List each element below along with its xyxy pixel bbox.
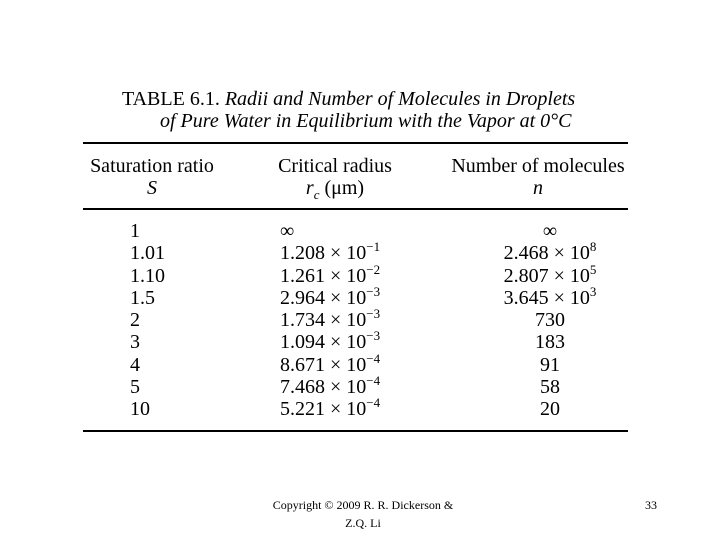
saturation-cell-value: 1.5 bbox=[130, 286, 155, 309]
radius-cell-value: 1.094 × 10 bbox=[280, 331, 367, 354]
radius-cell-exponent: −4 bbox=[366, 350, 381, 366]
radius-cell-value: 2.964 × 10 bbox=[280, 286, 367, 309]
saturation-cell bbox=[130, 331, 170, 353]
radius-cell bbox=[280, 261, 410, 287]
radius-cell-exponent: −4 bbox=[366, 373, 381, 389]
radius-subscript: c bbox=[313, 187, 320, 202]
radius-cell-exponent: −1 bbox=[366, 239, 381, 255]
radius-cell bbox=[280, 239, 410, 265]
radius-cell-exponent: −3 bbox=[366, 306, 381, 322]
molecules-cell-value: 2.468 × 10 bbox=[503, 242, 590, 265]
radius-cell bbox=[280, 350, 410, 376]
top-rule bbox=[83, 142, 628, 144]
molecules-cell-value: 2.807 × 10 bbox=[503, 264, 590, 287]
header-radius-symbol bbox=[270, 177, 400, 206]
saturation-cell bbox=[130, 309, 170, 331]
header-molecules-symbol: n bbox=[533, 177, 543, 199]
saturation-cell-value: 2 bbox=[130, 309, 140, 332]
molecules-cell bbox=[485, 376, 615, 398]
molecules-cell-value: 58 bbox=[540, 376, 560, 399]
molecules-cell-value: 20 bbox=[540, 398, 560, 421]
saturation-cell bbox=[130, 265, 170, 287]
radius-cell-value: 1.208 × 10 bbox=[280, 242, 367, 265]
saturation-cell-value: 1.01 bbox=[130, 242, 165, 265]
saturation-cell-value: 4 bbox=[130, 353, 140, 376]
molecules-cell-exponent: 3 bbox=[589, 283, 597, 299]
molecules-cell-value: 730 bbox=[535, 309, 565, 332]
molecules-cell bbox=[485, 398, 615, 420]
radius-symbol: r bbox=[305, 177, 314, 199]
table-caption-line2: of Pure Water in Equilibrium with the Vapor at 0°C bbox=[160, 110, 572, 132]
saturation-column bbox=[130, 220, 170, 421]
page-number: 33 bbox=[645, 498, 657, 512]
bottom-rule bbox=[83, 430, 628, 432]
molecules-cell-value: 3.645 × 10 bbox=[503, 286, 590, 309]
table-caption-prefix: TABLE 6.1. bbox=[122, 88, 220, 110]
saturation-cell bbox=[130, 398, 170, 420]
radius-cell-exponent: −3 bbox=[366, 283, 381, 299]
table-caption-text: Radii and Number of Molecules in Droplets bbox=[224, 88, 576, 110]
molecules-cell bbox=[485, 283, 615, 309]
molecules-cell bbox=[485, 331, 615, 353]
molecules-column bbox=[485, 220, 615, 421]
molecules-cell-value: 183 bbox=[535, 331, 565, 354]
radius-cell-exponent: −2 bbox=[366, 261, 381, 277]
header-rule bbox=[83, 208, 628, 210]
copyright-line2: Z.Q. Li bbox=[345, 516, 381, 530]
radius-cell-value: 7.468 × 10 bbox=[280, 376, 367, 399]
saturation-cell-value: 10 bbox=[130, 398, 150, 421]
molecules-cell bbox=[485, 354, 615, 376]
saturation-cell-value: 1 bbox=[130, 220, 140, 242]
radius-cell-value: 5.221 × 10 bbox=[280, 398, 367, 421]
radius-cell bbox=[280, 395, 410, 421]
header-molecules-label: Number of molecules bbox=[451, 155, 625, 177]
radius-cell bbox=[280, 306, 410, 332]
radius-cell-value: ∞ bbox=[280, 220, 295, 242]
copyright-line1: Copyright © 2009 R. R. Dickerson & bbox=[272, 498, 454, 512]
saturation-cell bbox=[130, 242, 170, 264]
header-saturation-label: Saturation ratio bbox=[90, 155, 214, 177]
radius-unit: (μm) bbox=[324, 177, 365, 199]
molecules-cell-value: 91 bbox=[540, 353, 560, 376]
saturation-cell bbox=[130, 287, 170, 309]
header-radius-label: Critical radius bbox=[278, 155, 392, 177]
molecules-cell bbox=[485, 309, 615, 331]
molecules-cell-exponent: 5 bbox=[589, 261, 597, 277]
radius-cell bbox=[280, 220, 410, 242]
radius-cell bbox=[280, 373, 410, 399]
molecules-cell-exponent: 8 bbox=[589, 239, 597, 255]
header-saturation-symbol: S bbox=[147, 177, 157, 199]
radius-cell-value: 1.734 × 10 bbox=[280, 309, 367, 332]
saturation-cell bbox=[130, 220, 170, 242]
saturation-cell bbox=[130, 354, 170, 376]
saturation-cell bbox=[130, 376, 170, 398]
radius-cell bbox=[280, 283, 410, 309]
saturation-cell-value: 5 bbox=[130, 376, 140, 399]
radius-cell-value: 1.261 × 10 bbox=[280, 264, 367, 287]
radius-cell bbox=[280, 328, 410, 354]
copyright-footer bbox=[253, 496, 473, 532]
radius-cell-exponent: −3 bbox=[366, 328, 381, 344]
saturation-cell-value: 1.10 bbox=[130, 264, 165, 287]
table-caption-line1 bbox=[122, 88, 622, 110]
saturation-cell-value: 3 bbox=[130, 331, 140, 354]
molecules-cell-value: ∞ bbox=[542, 220, 558, 242]
radius-cell-exponent: −4 bbox=[366, 395, 381, 411]
radius-cell-value: 8.671 × 10 bbox=[280, 353, 367, 376]
radius-column bbox=[280, 220, 410, 421]
